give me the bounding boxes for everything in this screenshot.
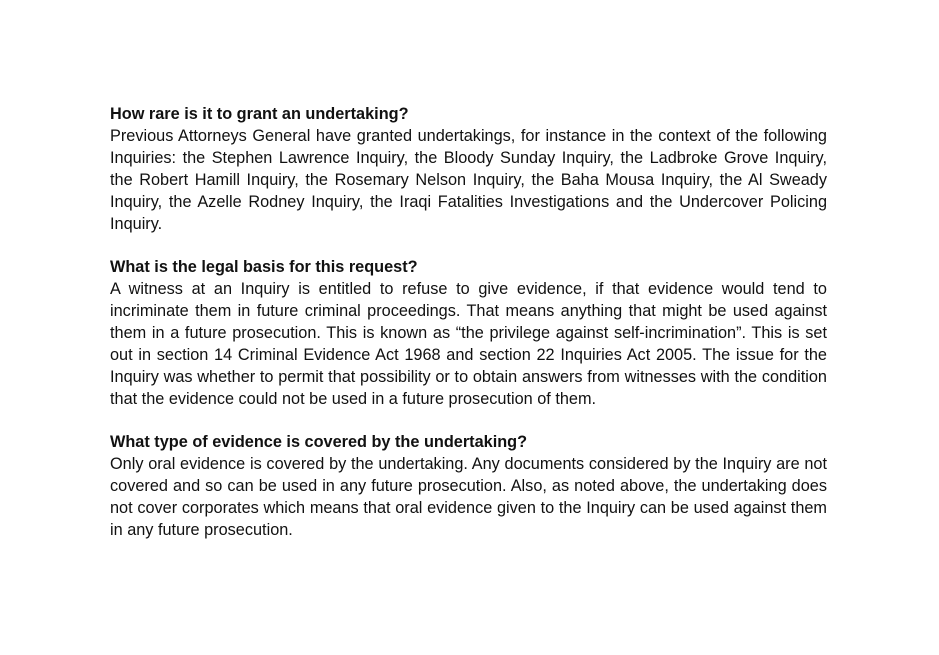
section-legal-basis [110,256,827,410]
section-body: Previous Attorneys General have granted undertakings, for instance in the context of the following Inquiries: the Stephen Lawrence Inquiry, the Bloody Sunday Inquiry, the Ladbroke Grove Inquiry, the Robert Hamill Inquiry, the Rosemary Nelson Inquiry, the Baha Mousa Inquiry, the Al Sweady Inquiry, the Azelle Rodney Inquiry, the Iraqi Fatalities Investigations and the Undercover Policing Inquiry. [110,127,827,233]
section-heading: What is the legal basis for this request? [110,258,418,276]
section-evidence-covered [110,431,827,541]
section-heading: How rare is it to grant an undertaking? [110,105,409,123]
section-body: Only oral evidence is covered by the undertaking. Any documents considered by the Inquiry are not covered and so can be used in any future prosecution. Also, as noted above, the undertaking does not cover corporates which means that oral evidence given to the Inquiry can be used against them in any future prosecution. [110,455,827,539]
section-undertaking-rarity [110,103,827,235]
section-heading: What type of evidence is covered by the undertaking? [110,433,528,451]
document-page [110,103,827,562]
section-body: A witness at an Inquiry is entitled to refuse to give evidence, if that evidence would tend to incriminate them in future criminal proceedings. That means anything that might be used against them in a future prosecution. This is known as “the privilege against self-incrimination”. This is set out in section 14 Criminal Evidence Act 1968 and section 22 Inquiries Act 2005. The issue for the Inquiry was whether to permit that possibility or to obtain answers from witnesses with the condition that the evidence could not be used in a future prosecution of them. [110,280,827,408]
